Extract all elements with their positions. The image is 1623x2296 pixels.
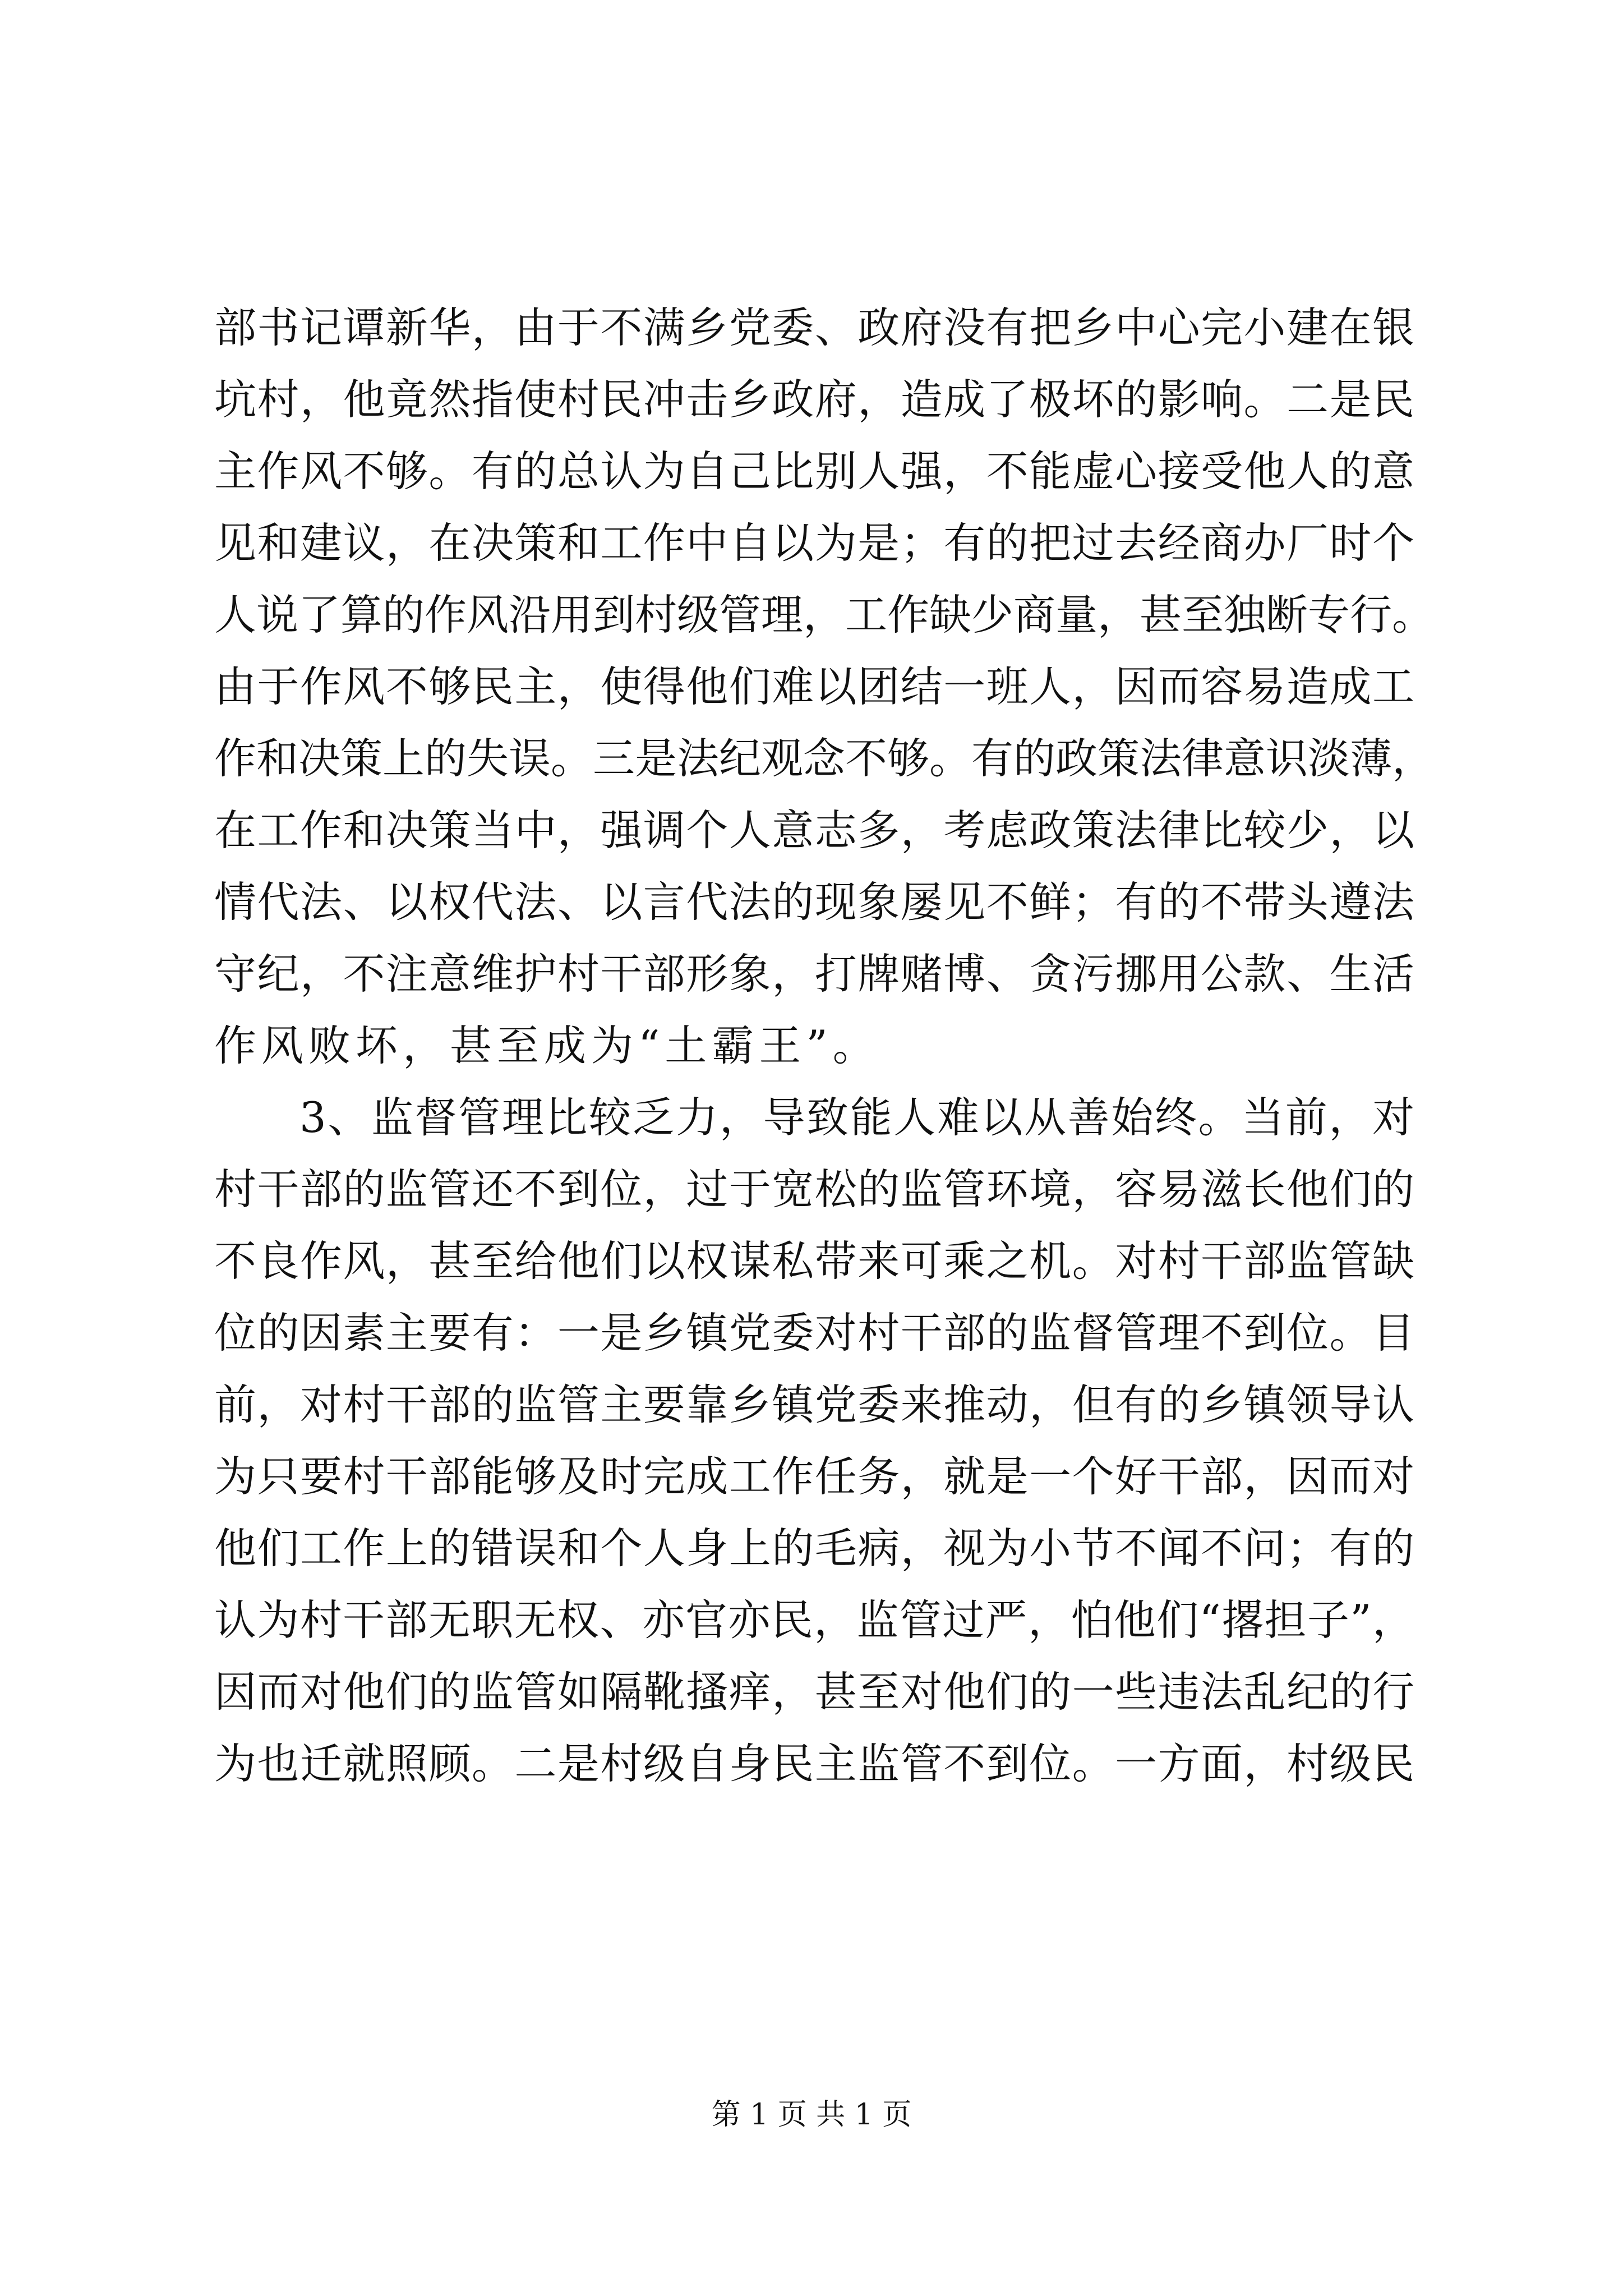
text-line: 坑村，他竟然指使村民冲击乡政府，造成了极坏的影响。二是民: [214, 375, 1414, 424]
text-line: 主作风不够。有的总认为自己比别人强，不能虚心接受他人的意: [214, 447, 1414, 496]
text-line: 守纪，不注意维护村干部形象，打牌赌博、贪污挪用公款、生活: [214, 949, 1414, 999]
text-line: 村干部的监管还不到位，过于宽松的监管环境，容易滋长他们的: [214, 1165, 1414, 1214]
text-line: 为只要村干部能够及时完成工作任务，就是一个好干部，因而对: [214, 1452, 1414, 1501]
body-text: [214, 292, 1435, 1800]
text-line: 人说了算的作风沿用到村级管理，工作缺少商量，甚至独断专行。: [214, 590, 1435, 639]
text-line: 为也迁就照顾。二是村级自身民主监管不到位。一方面，村级民: [214, 1739, 1414, 1788]
text-line: 由于作风不够民主，使得他们难以团结一班人，因而容易造成工: [214, 662, 1414, 711]
text-line: 在工作和决策当中，强调个人意志多，考虑政策法律比较少，以: [214, 806, 1414, 855]
text-line: 不良作风，甚至给他们以权谋私带来可乘之机。对村干部监管缺: [214, 1236, 1414, 1286]
text-line: 前，对村干部的监管主要靠乡镇党委来推动，但有的乡镇领导认: [214, 1380, 1414, 1429]
text-line: 作和决策上的失误。三是法纪观念不够。有的政策法律意识淡薄，: [214, 734, 1435, 783]
page-number-footer: 第 1 页 共 1 页: [711, 2098, 912, 2132]
text-line: 他们工作上的错误和个人身上的毛病，视为小节不闻不问；有的: [214, 1524, 1414, 1573]
text-line: 部书记谭新华，由于不满乡党委、政府没有把乡中心完小建在银: [214, 303, 1414, 352]
text-line: 情代法、以权代法、以言代法的现象屡见不鲜；有的不带头遵法: [214, 877, 1414, 927]
text-line: 因而对他们的监管如隔靴搔痒，甚至对他们的一些违法乱纪的行: [214, 1667, 1414, 1717]
text-line: 作风败坏，甚至成为“土霸王”。: [214, 1021, 880, 1070]
section-heading-line: 3、监督管理比较乏力，导致能人难以从善始终。当前，对: [299, 1093, 1414, 1142]
text-line: 位的因素主要有：一是乡镇党委对村干部的监督管理不到位。目: [214, 1308, 1414, 1358]
text-line: 认为村干部无职无权、亦官亦民，监管过严，怕他们“撂担子”，: [214, 1595, 1414, 1645]
text-line: 见和建议，在决策和工作中自以为是；有的把过去经商办厂时个: [214, 518, 1414, 568]
